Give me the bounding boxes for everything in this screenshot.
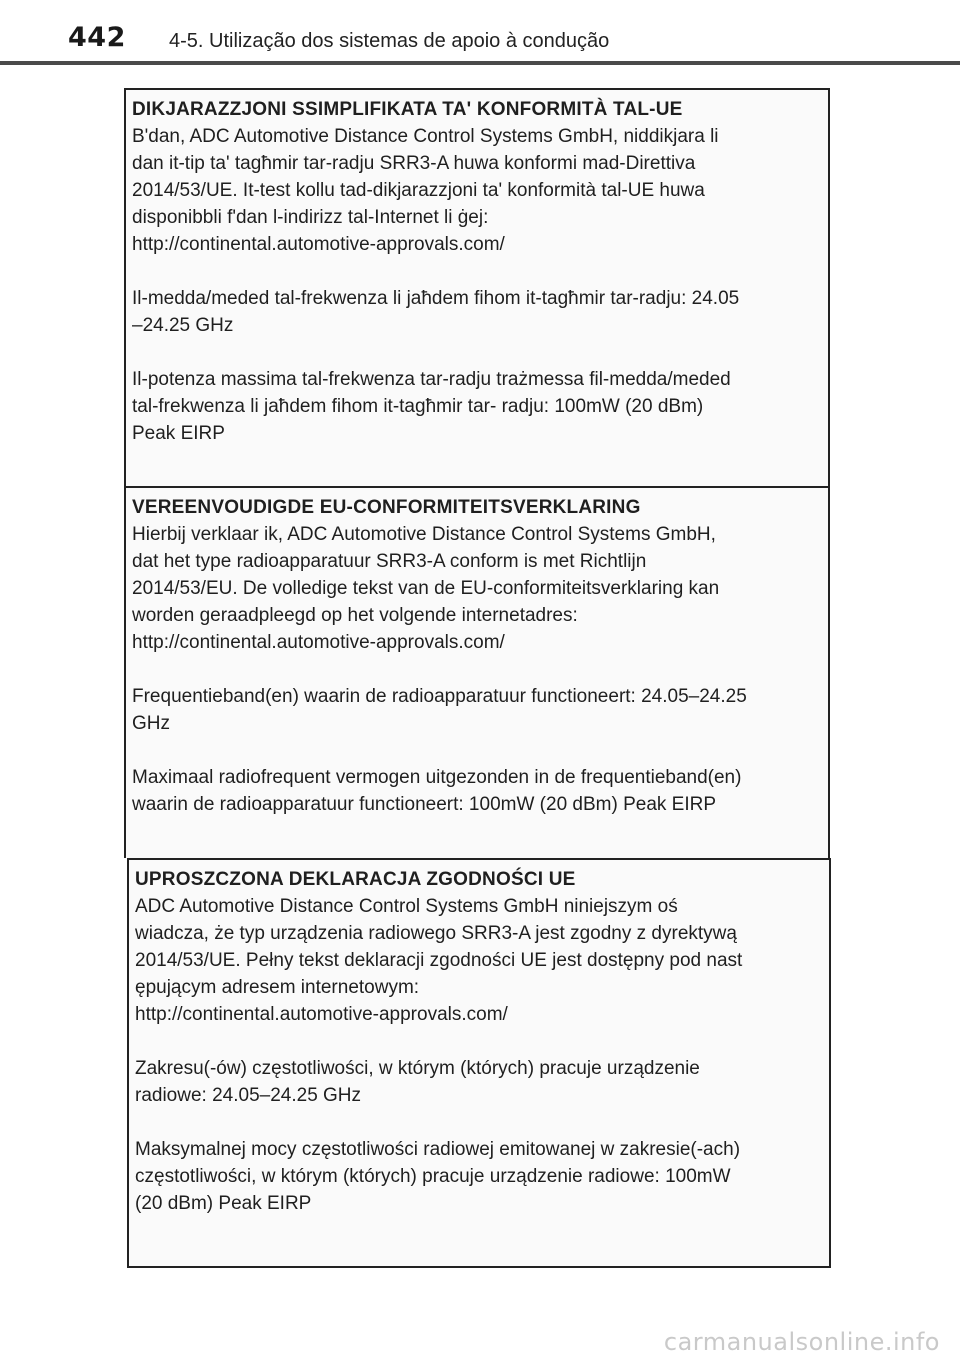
panel-line: 2014/53/UE. Pełny tekst deklaracji zgodności UE jest dostępny pod nast [135, 950, 743, 971]
panel-line: Maksymalnej mocy częstotliwości radiowej emitowanej w zakresie(-ach) [135, 1139, 741, 1160]
paragraph-gap [135, 1028, 829, 1055]
panel-line: waarin de radioapparatuur functioneert: 100mW (20 dBm) Peak EIRP [132, 794, 717, 815]
panel-line: Il-potenza massima tal-frekwenza tar-radju trażmessa fil-medda/meded [132, 369, 731, 390]
panel-line: dan it-tip ta' tagħmir tar-radju SRR3-A huwa konformi mad-Direttiva [132, 153, 696, 174]
page-number: 442 [68, 22, 126, 53]
panel-line: 2014/53/UE. It-test kollu tad-dikjarazzjoni ta' konformità tal-UE huwa [132, 180, 705, 201]
panel-title: UPROSZCZONA DEKLARACJA ZGODNOŚCI UE [135, 869, 576, 890]
panel-line: B'dan, ADC Automotive Distance Control Systems GmbH, niddikjara li [132, 126, 719, 147]
panel-line: ADC Automotive Distance Control Systems GmbH niniejszym oś [135, 896, 678, 917]
chapter-title: 4-5. Utilização dos sistemas de apoio à condução [169, 30, 610, 52]
panel-url: http://continental.automotive-approvals.com/ [132, 632, 505, 653]
panel-line: –24.25 GHz [132, 315, 234, 336]
panel-line: ępującym adresem internetowym: [135, 977, 420, 998]
declaration-panel-maltese [124, 88, 830, 486]
panel-line: Hierbij verklaar ik, ADC Automotive Distance Control Systems GmbH, [132, 524, 716, 545]
panel-line: Il-medda/meded tal-frekwenza li jaħdem fihom it-tagħmir tar-radju: 24.05 [132, 288, 740, 309]
panel-title: DIKJARAZZJONI SSIMPLIFIKATA TA' KONFORMITÀ TAL-UE [132, 99, 683, 120]
panel-line: disponibbli f'dan l-indirizz tal-Internet li ġej: [132, 207, 489, 228]
watermark: carmanualsonline.info [663, 1328, 940, 1356]
panel-line: dat het type radioapparatuur SRR3-A conform is met Richtlijn [132, 551, 647, 572]
panel-title: VEREENVOUDIGDE EU-CONFORMITEITSVERKLARING [132, 497, 641, 518]
panel-line: worden geraadpleegd op het volgende internetadres: [132, 605, 578, 626]
panel-line: Maximaal radiofrequent vermogen uitgezonden in de frequentieband(en) [132, 767, 742, 788]
paragraph-gap [135, 1109, 829, 1136]
panel-line: radiowe: 24.05–24.25 GHz [135, 1085, 362, 1106]
paragraph-gap [132, 737, 828, 764]
header-rule [0, 61, 960, 65]
panel-line: Frequentieband(en) waarin de radioapparatuur functioneert: 24.05–24.25 [132, 686, 747, 707]
panel-line: Peak EIRP [132, 423, 225, 444]
panel-line: Zakresu(-ów) częstotliwości, w którym (których) pracuje urządzenie [135, 1058, 700, 1079]
panel-line: 2014/53/EU. De volledige tekst van de EU-conformiteitsverklaring kan [132, 578, 720, 599]
panel-line: częstotliwości, w którym (których) pracuje urządzenie radiowe: 100mW [135, 1166, 731, 1187]
panel-url: http://continental.automotive-approvals.com/ [135, 1004, 508, 1025]
panel-url: http://continental.automotive-approvals.com/ [132, 234, 505, 255]
paragraph-gap [132, 339, 828, 366]
declaration-panel-dutch [124, 486, 830, 858]
panel-line: wiadcza, że typ urządzenia radiowego SRR3-A jest zgodny z dyrektywą [135, 923, 737, 944]
paragraph-gap [132, 258, 828, 285]
panel-line: GHz [132, 713, 170, 734]
panel-line: tal-frekwenza li jaħdem fihom it-tagħmir tar- radju: 100mW (20 dBm) [132, 396, 704, 417]
panel-line: (20 dBm) Peak EIRP [135, 1193, 312, 1214]
page-header [0, 0, 960, 66]
paragraph-gap [132, 656, 828, 683]
declaration-panel-polish [127, 858, 831, 1268]
